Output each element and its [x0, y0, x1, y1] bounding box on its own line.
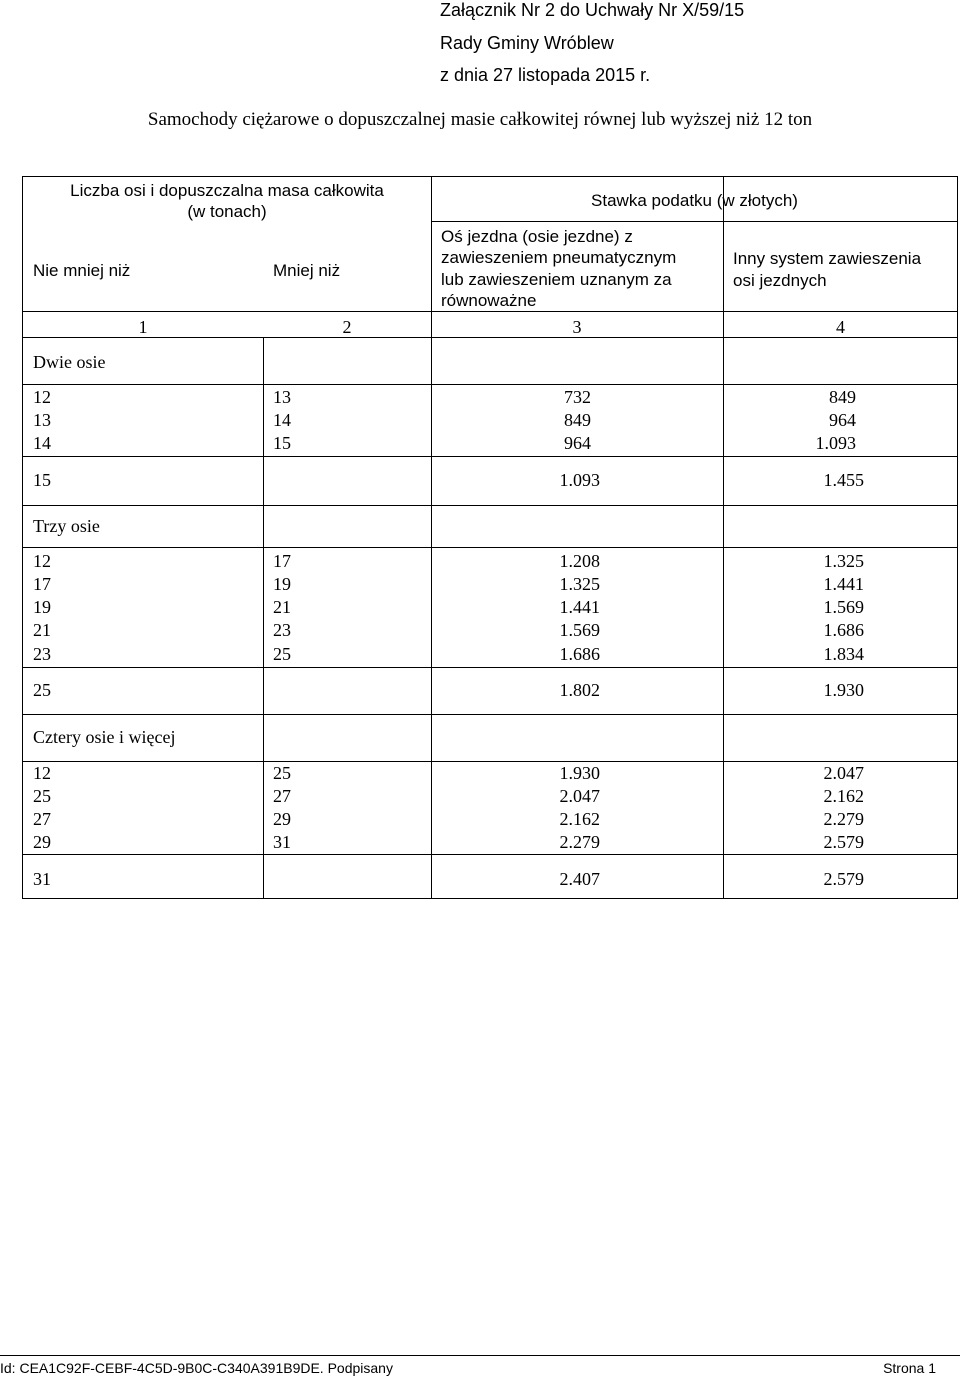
group-header-line1: Liczba osi i dopuszczalna masa całkowita — [70, 181, 384, 200]
cell: 19 — [273, 574, 291, 594]
cell: 12 — [33, 763, 51, 783]
section-label: Cztery osie i więcej — [33, 727, 176, 747]
cell: 1.325 — [823, 551, 864, 571]
page-number: Strona 1 — [883, 1360, 936, 1376]
cell: 27 — [33, 809, 51, 829]
grid-line — [23, 384, 958, 385]
cell: 964 — [829, 410, 856, 430]
col4-header-line: Inny system zawieszenia — [733, 249, 922, 268]
grid-line — [23, 667, 958, 668]
grid-line — [431, 221, 958, 222]
grid-line — [23, 505, 958, 506]
cell: 2.162 — [559, 809, 600, 829]
section-label: Trzy osie — [33, 516, 100, 536]
grid-line — [23, 337, 958, 338]
cell: 1.930 — [823, 680, 864, 700]
grid-line — [23, 714, 958, 715]
col3-header-line: lub zawieszeniem uznanym za — [441, 270, 672, 289]
tax-rate-table — [22, 176, 958, 899]
cell: 12 — [33, 387, 51, 407]
cell: 13 — [33, 410, 51, 430]
cell: 21 — [33, 620, 51, 640]
cell: 25 — [33, 786, 51, 806]
date-line: z dnia 27 listopada 2015 r. — [440, 65, 651, 85]
col3-header-line: Oś jezdna (osie jezdne) z — [441, 227, 633, 246]
col-header-min: Nie mniej niż — [33, 261, 131, 280]
grid-line — [23, 456, 958, 457]
cell: 732 — [564, 387, 591, 407]
page-title: Samochody ciężarowe o dopuszczalnej masie całkowitej równej lub wyższej niż 12 ton — [147, 109, 813, 130]
col-number: 4 — [836, 317, 845, 337]
grid-line — [23, 547, 958, 548]
cell: 1.930 — [559, 763, 600, 783]
cell: 19 — [33, 597, 51, 617]
rate-header: Stawka podatku (w złotych) — [591, 191, 798, 210]
col3-header-line: zawieszeniem pneumatycznym — [441, 248, 677, 267]
col-number: 3 — [572, 317, 582, 337]
col-header-max: Mniej niż — [273, 261, 341, 280]
cell: 12 — [33, 551, 51, 571]
cell: 2.579 — [823, 832, 864, 852]
cell: 29 — [33, 832, 51, 852]
council-line: Rady Gminy Wróblew — [440, 33, 614, 53]
section-label: Dwie osie — [33, 352, 106, 372]
cell: 17 — [33, 574, 51, 594]
cell: 2.279 — [559, 832, 600, 852]
cell: 1.569 — [559, 620, 600, 640]
cell: 27 — [273, 786, 291, 806]
grid-line — [23, 311, 958, 312]
cell: 14 — [273, 410, 291, 430]
cell: 1.441 — [823, 574, 864, 594]
cell: 15 — [33, 470, 51, 490]
cell: 2.279 — [823, 809, 864, 829]
cell: 1.802 — [559, 680, 600, 700]
cell: 2.047 — [559, 786, 600, 806]
document-id: Id: CEA1C92F-CEBF-4C5D-9B0C-C340A391B9DE. Podpisany — [0, 1360, 393, 1376]
cell: 29 — [273, 809, 291, 829]
cell: 31 — [33, 869, 51, 889]
grid-line — [263, 337, 264, 899]
grid-line — [23, 761, 958, 762]
cell: 2.162 — [823, 786, 864, 806]
attachment-line: Załącznik Nr 2 do Uchwały Nr X/59/15 — [440, 0, 745, 20]
grid-line — [23, 854, 958, 855]
cell: 1.325 — [559, 574, 600, 594]
cell: 1.834 — [823, 644, 864, 664]
cell: 25 — [273, 644, 291, 664]
cell: 2.407 — [559, 869, 600, 889]
cell: 23 — [33, 644, 51, 664]
cell: 1.441 — [559, 597, 600, 617]
cell: 17 — [273, 551, 291, 571]
col-number: 2 — [342, 317, 352, 337]
cell: 14 — [33, 433, 51, 453]
cell: 1.455 — [823, 470, 864, 490]
cell: 2.579 — [823, 869, 864, 889]
cell: 25 — [273, 763, 291, 783]
cell: 849 — [829, 387, 856, 407]
cell: 2.047 — [823, 763, 864, 783]
cell: 1.093 — [559, 470, 600, 490]
cell: 964 — [564, 433, 591, 453]
cell: 1.093 — [815, 433, 856, 453]
cell: 1.208 — [559, 551, 600, 571]
cell: 13 — [273, 387, 291, 407]
cell: 23 — [273, 620, 291, 640]
cell: 1.686 — [559, 644, 600, 664]
cell: 15 — [273, 433, 291, 453]
cell: 25 — [33, 680, 51, 700]
cell: 849 — [564, 410, 591, 430]
footer-divider — [0, 1355, 960, 1356]
cell: 21 — [273, 597, 291, 617]
cell: 1.569 — [823, 597, 864, 617]
col3-header-line: równoważne — [441, 291, 537, 310]
cell: 31 — [273, 832, 291, 852]
cell: 1.686 — [823, 620, 864, 640]
group-header-line2: (w tonach) — [187, 202, 267, 221]
col4-header-line: osi jezdnych — [733, 271, 827, 290]
col-number: 1 — [138, 317, 148, 337]
